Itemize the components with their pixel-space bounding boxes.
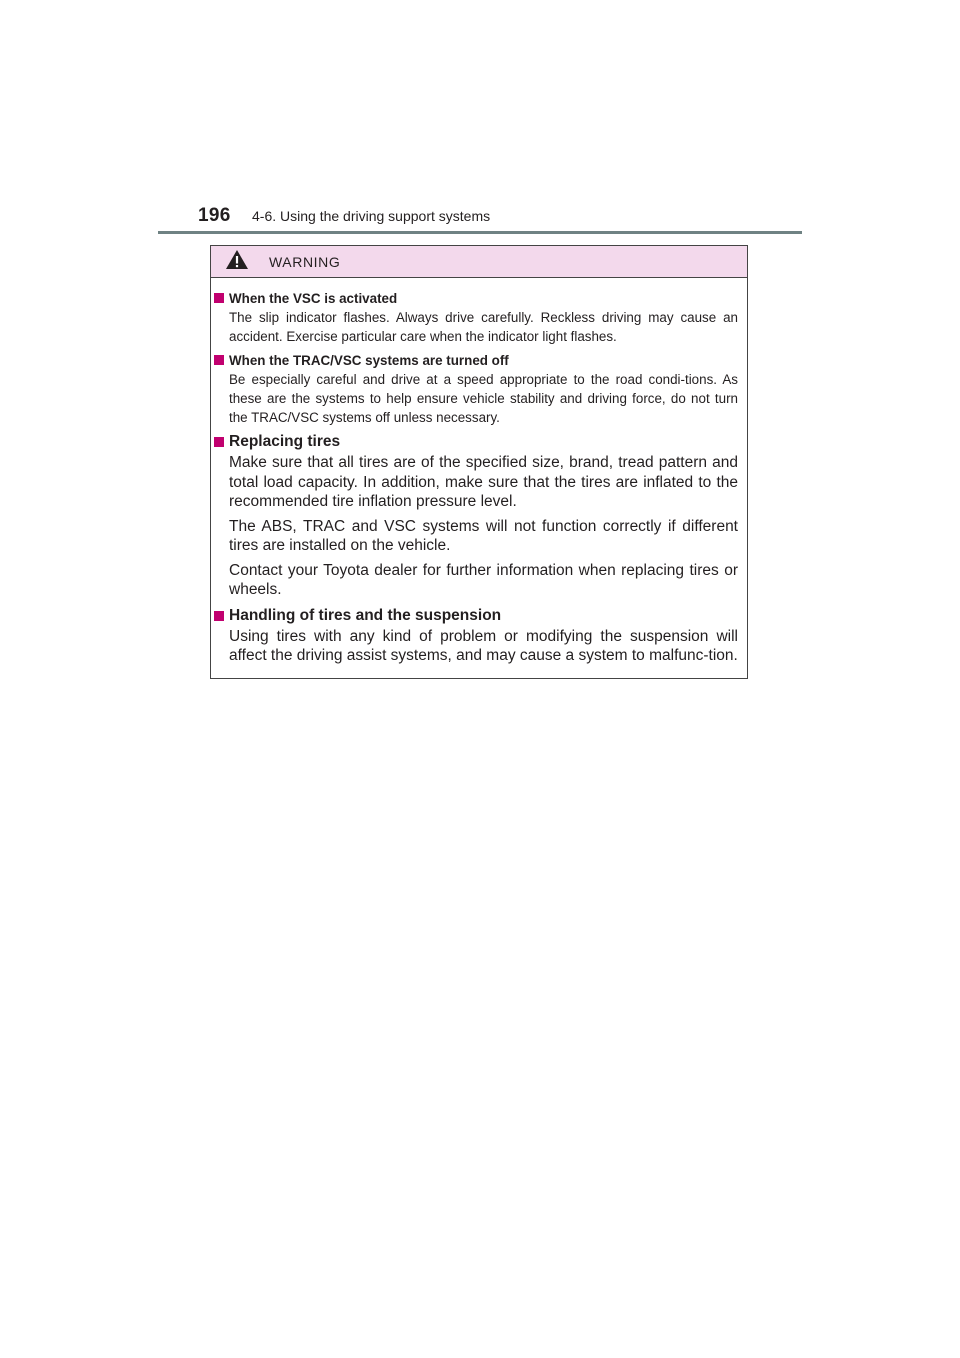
warning-label: WARNING xyxy=(269,253,341,270)
header-divider xyxy=(158,231,802,234)
warning-item-replacing-tires xyxy=(211,431,738,600)
item-heading: When the TRAC/VSC systems are turned off xyxy=(229,352,509,368)
item-heading: When the VSC is activated xyxy=(229,290,398,306)
square-bullet-icon xyxy=(214,355,224,365)
item-paragraph: The slip indicator flashes. Always drive carefully. Reckless driving may cause an accident. Exercise particular care when the indicator light flashes. xyxy=(229,310,738,344)
item-paragraph: Be especially careful and drive at a speed appropriate to the road condi-tions. As these are the systems to help ensure vehicle stability and driving force, do not turn the TRAC/VSC systems off unless necessary. xyxy=(229,372,738,425)
item-paragraph: The ABS, TRAC and VSC systems will not function correctly if different tires are installed on the vehicle. xyxy=(229,517,738,554)
warning-item-tires-suspension xyxy=(211,605,738,666)
warning-item-vsc-activated xyxy=(211,288,738,346)
section-title: 4-6. Using the driving support systems xyxy=(252,208,491,224)
square-bullet-icon xyxy=(214,611,224,621)
item-paragraph: Contact your Toyota dealer for further information when replacing tires or wheels. xyxy=(229,561,738,598)
item-paragraph: Using tires with any kind of problem or modifying the suspension will affect the driving assist systems, and may cause a system to malfunc-tion. xyxy=(229,627,738,664)
warning-triangle-icon xyxy=(225,249,249,275)
page-header xyxy=(198,205,490,227)
square-bullet-icon xyxy=(214,293,224,303)
square-bullet-icon xyxy=(214,437,224,447)
warning-header xyxy=(211,246,747,278)
item-heading: Handling of tires and the suspension xyxy=(229,606,502,624)
item-heading: Replacing tires xyxy=(229,433,341,450)
warning-body xyxy=(211,278,747,666)
page-number: 196 xyxy=(198,205,231,226)
warning-item-trac-vsc-off xyxy=(211,350,738,427)
warning-box xyxy=(210,245,748,679)
item-paragraph: Make sure that all tires are of the specified size, brand, tread pattern and total load capacity. In addition, make sure that the tires are inflated to the recommended tire inflation pressure level. xyxy=(229,454,738,510)
